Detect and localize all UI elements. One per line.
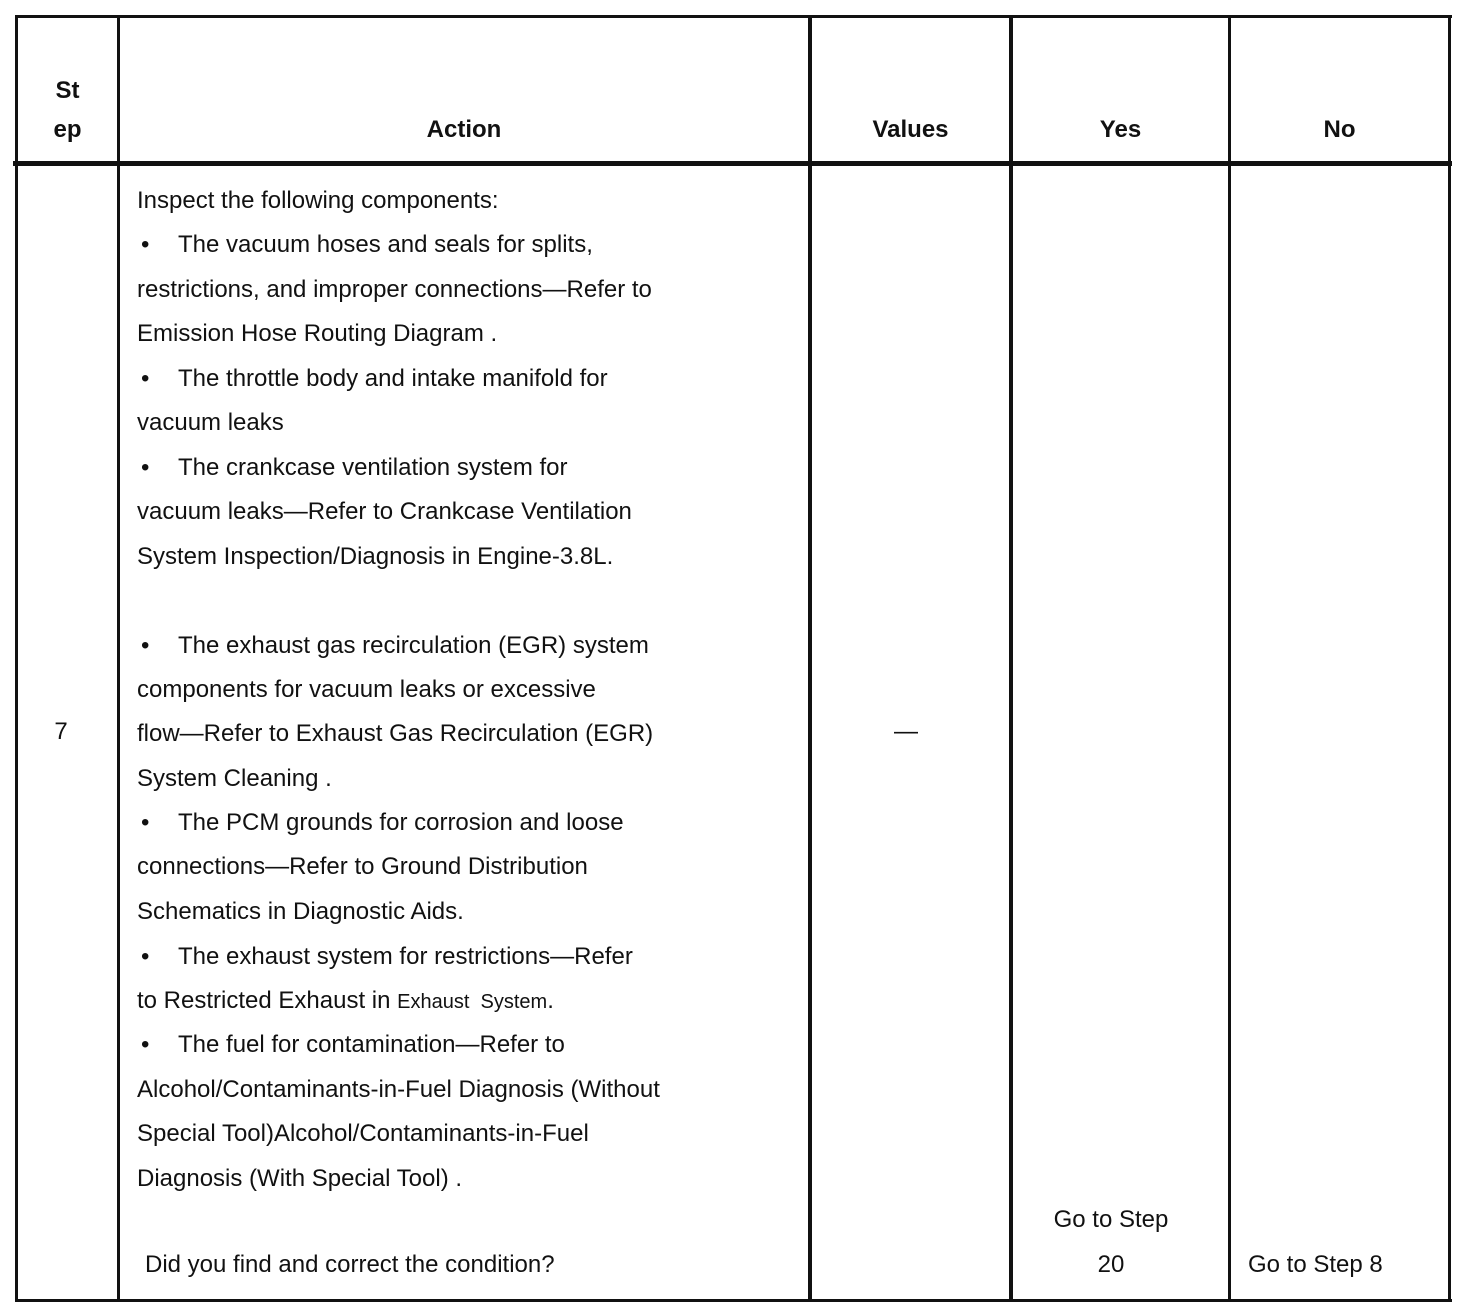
item-7-line-1: The fuel for contamination—Refer to: [178, 1031, 565, 1058]
header-values: Values: [872, 116, 949, 143]
item-4-line-4: System Cleaning .: [137, 765, 332, 792]
item-5-line-3: Schematics in Diagnostic Aids.: [137, 898, 464, 925]
item-3-line-1: The crankcase ventilation system for: [178, 454, 568, 481]
col-border-left: [15, 15, 18, 1302]
header-step-line1: St: [55, 77, 80, 104]
item-2-line-2: vacuum leaks: [137, 409, 284, 436]
item-6-line-1: The exhaust system for restrictions—Refer: [178, 943, 633, 970]
header-bottom-border: [13, 161, 1452, 166]
header-action: Action: [426, 116, 502, 143]
bullet-7: •: [141, 1031, 150, 1058]
item-4-line-1: The exhaust gas recirculation (EGR) system: [178, 632, 649, 659]
item-1-line-1: The vacuum hoses and seals for splits,: [178, 231, 593, 258]
item-2-line-1: The throttle body and intake manifold for: [178, 365, 608, 392]
item-6-line-2-small: Exhaust System: [397, 991, 548, 1013]
item-4-line-3: flow—Refer to Exhaust Gas Recirculation (EGR): [137, 720, 654, 747]
col-border-action: [808, 15, 812, 1302]
action-intro: Inspect the following components:: [137, 187, 499, 214]
item-5-line-2: connections—Refer to Ground Distribution: [137, 853, 588, 880]
values-cell: —: [894, 718, 918, 745]
item-6-line-2: [137, 987, 554, 1015]
col-border-right: [1448, 15, 1451, 1302]
item-6-line-2-prefix: to Restricted Exhaust in: [137, 987, 398, 1014]
item-1-line-3: Emission Hose Routing Diagram .: [137, 320, 498, 347]
step-number: 7: [54, 718, 68, 745]
no-cell: Go to Step 8: [1248, 1251, 1383, 1278]
question-text: Did you find and correct the condition?: [145, 1251, 555, 1278]
yes-line-1: Go to Step: [1053, 1206, 1169, 1233]
item-3-line-2: vacuum leaks—Refer to Crankcase Ventilation: [137, 498, 632, 525]
header-step-line2: ep: [53, 116, 82, 143]
item-5-line-1: The PCM grounds for corrosion and loose: [178, 809, 624, 836]
header-no: No: [1323, 116, 1356, 143]
table-bottom-border: [15, 1299, 1452, 1302]
col-border-step: [117, 15, 120, 1302]
item-4-line-2: components for vacuum leaks or excessive: [137, 676, 596, 703]
item-7-line-4: Diagnosis (With Special Tool) .: [137, 1165, 463, 1192]
bullet-5: •: [141, 809, 150, 836]
bullet-1: •: [141, 231, 150, 258]
bullet-4: •: [141, 632, 150, 659]
item-7-line-2: Alcohol/Contaminants-in-Fuel Diagnosis (Without: [137, 1076, 660, 1103]
item-3-line-3: System Inspection/Diagnosis in Engine-3.8L.: [137, 543, 614, 570]
item-1-line-2: restrictions, and improper connections—Refer to: [137, 276, 652, 303]
col-border-values: [1009, 15, 1013, 1302]
bullet-2: •: [141, 365, 150, 392]
table-top-border: [15, 15, 1452, 18]
bullet-3: •: [141, 454, 150, 481]
col-border-yes: [1228, 15, 1231, 1302]
yes-line-2: 20: [1097, 1251, 1125, 1278]
item-7-line-3: Special Tool)Alcohol/Contaminants-in-Fuel: [137, 1120, 589, 1147]
item-6-line-2-suffix: .: [547, 987, 554, 1014]
header-yes: Yes: [1099, 116, 1142, 143]
bullet-6: •: [141, 943, 150, 970]
